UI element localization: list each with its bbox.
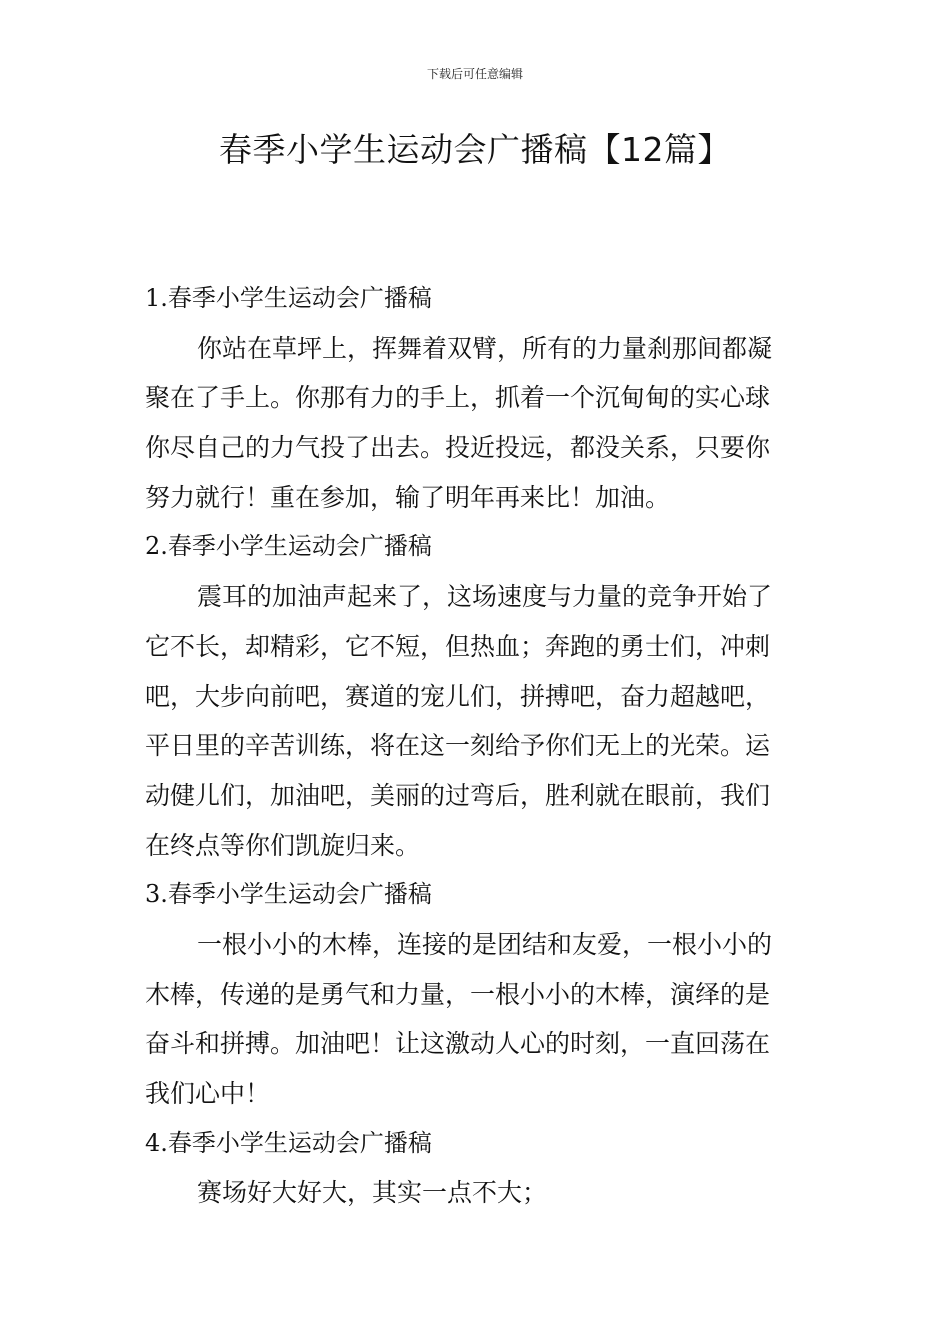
section-heading: 1.春季小学生运动会广播稿 <box>145 284 432 312</box>
header-note: 下载后可任意编辑 <box>426 67 523 81</box>
paragraph-line: 我们心中！ <box>145 1079 271 1108</box>
paragraph-line: 它不长，却精彩，它不短，但热血；奔跑的勇士们，冲刺 <box>145 631 771 661</box>
paragraph-line: 木棒，传递的是勇气和力量，一根小小的木棒，演绎的是 <box>145 979 771 1009</box>
paragraph-line: 一根小小的木棒，连接的是团结和友爱，一根小小的 <box>197 929 773 959</box>
paragraph-line: 聚在了手上。你那有力的手上，抓着一个沉甸甸的实心球 <box>145 383 771 413</box>
document-body <box>145 274 810 1218</box>
paragraph-line: 平日里的辛苦训练，将在这一刻给予你们无上的光荣。运 <box>145 731 771 761</box>
paragraph-line: 奋斗和拼搏。加油吧！让这激动人心的时刻，一直回荡在 <box>145 1029 771 1059</box>
paragraph-line: 动健儿们，加油吧，美丽的过弯后，胜利就在眼前，我们 <box>145 780 771 810</box>
paragraph-line: 吧，大步向前吧，赛道的宠儿们，拼搏吧，奋力超越吧， <box>145 681 771 711</box>
paragraph-line: 赛场好大好大，其实一点不大； <box>197 1178 548 1208</box>
paragraph-line: 你尽自己的力气投了出去。投近投远，都没关系，只要你 <box>145 433 771 463</box>
document-title: 春季小学生运动会广播稿【12篇】 <box>219 130 731 169</box>
paragraph-line: 努力就行！重在参加，输了明年再来比！加油。 <box>145 482 671 512</box>
section-heading: 4.春季小学生运动会广播稿 <box>145 1128 432 1157</box>
paragraph-line: 在终点等你们凯旋归来。 <box>145 830 421 860</box>
section-heading: 2.春季小学生运动会广播稿 <box>145 532 432 561</box>
section-heading: 3.春季小学生运动会广播稿 <box>145 880 432 909</box>
paragraph-line: 震耳的加油声起来了，这场速度与力量的竞争开始了 <box>197 582 773 612</box>
paragraph-line: 你站在草坪上，挥舞着双臂，所有的力量刹那间都凝 <box>197 333 773 363</box>
